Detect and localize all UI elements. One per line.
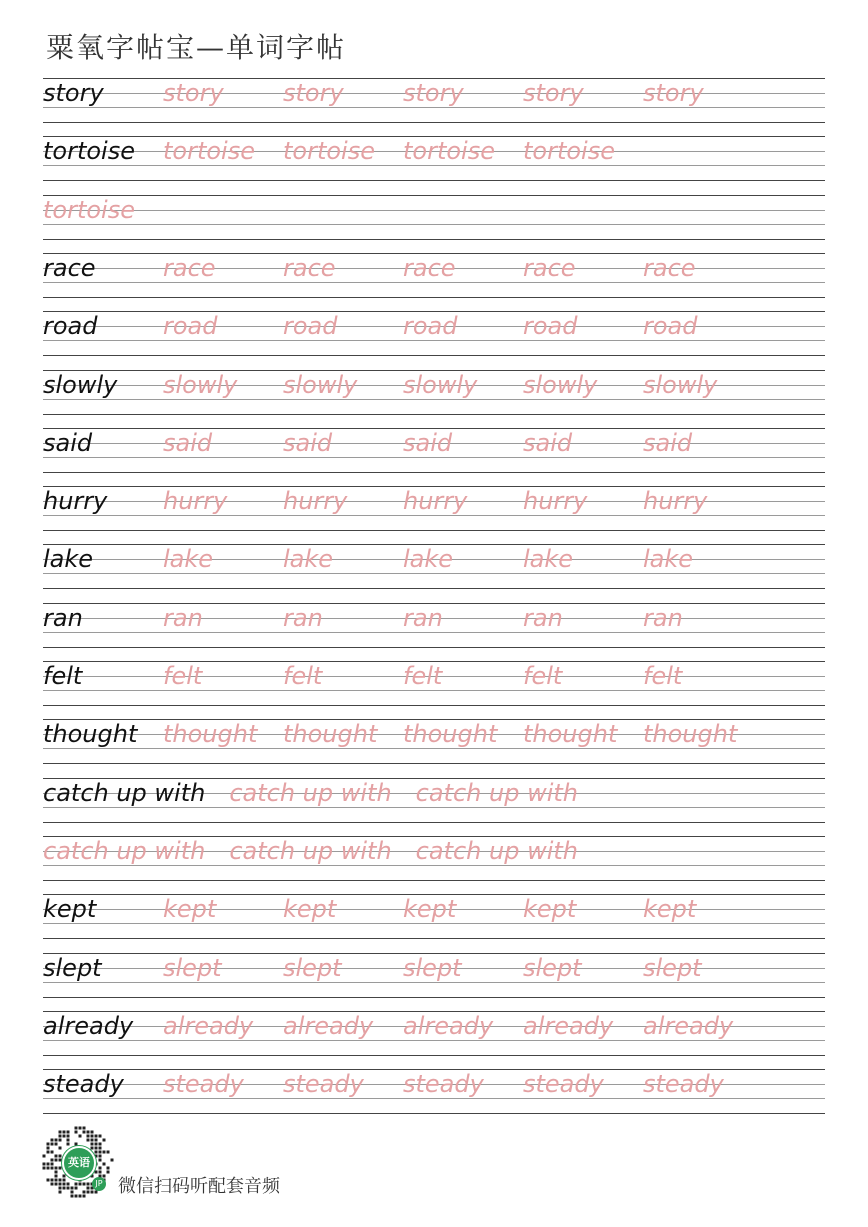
qr-dot [71,1191,74,1194]
guide-line [43,748,825,749]
trace-word: catch up with [229,778,392,807]
model-word: steady [43,1070,124,1099]
guide-line [43,239,825,240]
qr-dot [51,1183,54,1186]
trace-word: lake [283,545,334,574]
qr-dot [99,1135,102,1138]
trace-word: lake [523,545,574,574]
qr-dot [63,1183,66,1186]
qr-corner-badge: JP [92,1177,106,1191]
guide-line [43,472,825,473]
trace-word: kept [643,895,697,924]
trace-word: lake [403,545,454,574]
practice-row [43,894,825,938]
qr-dot [63,1187,66,1190]
model-word: catch up with [43,778,206,807]
qr-dot [91,1143,94,1146]
qr-dot [51,1159,54,1162]
trace-word: felt [523,662,563,690]
qr-dot [79,1195,82,1198]
qr-dot [47,1167,50,1170]
trace-word: catch up with [229,836,392,865]
trace-word: catch up with [43,836,206,865]
trace-word: hurry [643,487,708,516]
qr-dot [51,1151,54,1154]
qr-dot [83,1131,86,1134]
qr-dot [59,1135,62,1138]
guide-line [43,210,825,211]
qr-dot [99,1151,102,1154]
guide-line [43,180,825,181]
qr-dot [67,1143,70,1146]
practice-row [43,486,825,530]
qr-dot [107,1171,110,1174]
guide-line [43,705,825,706]
qr-dot [67,1131,70,1134]
trace-word: steady [403,1070,484,1099]
qr-dot [75,1183,78,1186]
trace-word: felt [403,662,443,690]
qr-dot [63,1175,66,1178]
trace-word: thought [523,720,618,749]
trace-word: road [523,312,578,341]
practice-row [43,544,825,588]
model-word: said [43,428,93,457]
model-word: thought [43,720,138,749]
trace-word: slept [283,953,342,982]
guide-line [43,414,825,415]
qr-dot [91,1139,94,1142]
qr-dot [91,1191,94,1194]
guide-line [43,297,825,298]
trace-word: race [403,253,456,282]
guide-line [43,923,825,924]
qr-dot [95,1143,98,1146]
trace-word: ran [643,603,683,632]
qr-dot [95,1147,98,1150]
model-word: race [43,253,96,282]
guide-line [43,165,825,166]
trace-word: felt [643,662,683,690]
guide-line [43,982,825,983]
guide-line [43,763,825,764]
trace-word: thought [403,720,498,749]
qr-dot [91,1147,94,1150]
model-word: tortoise [43,137,135,166]
trace-word: hurry [283,487,348,516]
qr-dot [95,1151,98,1154]
trace-word: ran [523,603,563,632]
qr-dot [91,1131,94,1134]
qr-dot [59,1155,62,1158]
trace-word: road [163,312,218,341]
qr-dot [99,1171,102,1174]
trace-word: ran [283,603,323,632]
trace-word: slept [523,953,582,982]
practice-row [43,253,825,297]
trace-word: tortoise [43,195,135,224]
qr-dot [87,1139,90,1142]
trace-word: tortoise [163,137,255,166]
guide-line [43,515,825,516]
model-word: slowly [43,370,118,399]
guide-line [43,195,825,196]
qr-dot [87,1135,90,1138]
qr-dot [43,1167,46,1170]
qr-dot [79,1135,82,1138]
qr-dot [51,1179,54,1182]
qr-center-badge: 英语 [62,1146,96,1180]
trace-word: hurry [403,487,468,516]
qr-dot [71,1187,74,1190]
trace-word: hurry [163,487,228,516]
qr-dot [87,1191,90,1194]
guide-line [43,1113,825,1114]
trace-word: steady [283,1070,364,1099]
qr-dot [95,1191,98,1194]
practice-row [43,311,825,355]
guide-line [43,573,825,574]
qr-dot [99,1167,102,1170]
guide-line [43,997,825,998]
trace-word: kept [523,895,577,924]
qr-dot [99,1155,102,1158]
trace-word: slept [643,953,702,982]
trace-word: steady [523,1070,604,1099]
practice-row [43,836,825,880]
qr-dot [63,1131,66,1134]
qr-dot [99,1159,102,1162]
guide-line [43,822,825,823]
trace-word: already [163,1011,254,1040]
trace-word: kept [163,895,217,924]
practice-row [43,78,825,122]
practice-row [43,603,825,647]
qr-dot [55,1159,58,1162]
trace-word: catch up with [415,836,579,865]
qr-dot [79,1127,82,1130]
guide-line [43,355,825,356]
trace-word: road [283,312,338,341]
qr-dot [67,1187,70,1190]
guide-line [43,282,825,283]
model-word: already [43,1011,134,1040]
qr-dot [87,1187,90,1190]
qr-dot [47,1143,50,1146]
qr-dot [99,1147,102,1150]
guide-line [43,880,825,881]
model-word: hurry [43,487,108,516]
guide-line [43,457,825,458]
qr-dot [75,1187,78,1190]
qr-dot [51,1167,54,1170]
qr-dot [47,1163,50,1166]
qr-dot [51,1143,54,1146]
qr-dot [55,1183,58,1186]
trace-word: thought [163,720,258,749]
trace-word: slowly [283,370,358,399]
trace-word: story [523,79,584,107]
model-word: story [43,79,104,107]
footer [42,1126,542,1198]
qr-dot [51,1163,54,1166]
qr-dot [111,1159,114,1162]
qr-dot [87,1183,90,1186]
qr-dot [55,1143,58,1146]
trace-word: steady [163,1070,244,1099]
trace-word: slept [163,953,222,982]
trace-word: slowly [163,370,238,399]
qr-dot [47,1147,50,1150]
guide-line [43,224,825,225]
qr-dot [75,1195,78,1198]
qr-dot [59,1187,62,1190]
guide-line [43,340,825,341]
qr-dot [75,1131,78,1134]
practice-row [43,1069,825,1113]
guide-line [43,107,825,108]
trace-word: felt [283,662,323,690]
guide-line [43,938,825,939]
practice-row [43,136,825,180]
qr-dot [51,1139,54,1142]
trace-word: said [163,428,213,457]
trace-word: said [523,428,573,457]
qr-dot [63,1135,66,1138]
qr-dot [107,1167,110,1170]
qr-dot [55,1179,58,1182]
guide-line [43,530,825,531]
qr-dot [59,1131,62,1134]
trace-word: race [643,253,696,282]
trace-word: road [643,312,698,341]
qr-dot [59,1139,62,1142]
qr-dot [55,1155,58,1158]
trace-word: road [403,312,458,341]
trace-word: already [283,1011,374,1040]
guide-line [43,807,825,808]
trace-word: said [643,428,693,457]
trace-word: ran [403,603,443,632]
practice-row [43,1011,825,1055]
trace-word: story [163,79,224,107]
model-word: kept [43,895,97,924]
qr-dot [59,1147,62,1150]
trace-word: said [403,428,453,457]
model-word: road [43,312,98,341]
guide-line [43,588,825,589]
trace-word: story [403,79,464,107]
practice-row [43,195,825,239]
qr-dot [103,1151,106,1154]
guide-line [43,1098,825,1099]
trace-word: tortoise [523,137,615,166]
qr-dot [107,1151,110,1154]
guide-line [43,1055,825,1056]
page-title: 粟氧字帖宝—单词字帖 [46,31,347,64]
trace-word: ran [163,603,203,632]
qr-dot [63,1179,66,1182]
qr-dot [71,1195,74,1198]
trace-word: catch up with [415,778,579,807]
trace-word: kept [403,895,457,924]
qr-dot [67,1135,70,1138]
trace-word: slept [403,953,462,982]
practice-row [43,719,825,763]
practice-row [43,778,825,822]
qr-dot [59,1191,62,1194]
trace-word: said [283,428,333,457]
trace-word: hurry [523,487,588,516]
trace-word: story [283,79,344,107]
guide-line [43,399,825,400]
trace-word: slowly [523,370,598,399]
trace-word: slowly [403,370,478,399]
qr-dot [79,1183,82,1186]
trace-word: already [523,1011,614,1040]
qr-dot [91,1135,94,1138]
qr-dot [47,1151,50,1154]
trace-word: lake [643,545,694,574]
qr-dot [83,1183,86,1186]
qr-dot [95,1171,98,1174]
qr-dot [67,1183,70,1186]
trace-word: already [403,1011,494,1040]
trace-word: thought [283,720,378,749]
guide-line [43,122,825,123]
guide-line [43,1040,825,1041]
trace-word: slowly [643,370,718,399]
model-word: ran [43,603,83,632]
trace-word: story [643,79,704,107]
qr-code[interactable] [42,1126,114,1198]
practice-row [43,953,825,997]
qr-dot [59,1167,62,1170]
qr-dot [55,1175,58,1178]
qr-dot [55,1139,58,1142]
qr-dot [87,1131,90,1134]
trace-word: felt [163,662,203,690]
trace-word: race [283,253,336,282]
trace-word: thought [643,720,738,749]
qr-dot [59,1183,62,1186]
guide-line [43,690,825,691]
trace-word: race [163,253,216,282]
qr-dot [55,1171,58,1174]
qr-dot [55,1167,58,1170]
guide-line [43,647,825,648]
guide-line [43,632,825,633]
model-word: lake [43,545,94,574]
guide-line [43,865,825,866]
qr-dot [103,1163,106,1166]
qr-dot [83,1127,86,1130]
qr-dot [83,1195,86,1198]
trace-word: kept [283,895,337,924]
trace-word: steady [643,1070,724,1099]
trace-word: race [523,253,576,282]
qr-dot [99,1143,102,1146]
qr-dot [75,1127,78,1130]
trace-word: already [643,1011,734,1040]
model-word: slept [43,953,102,982]
practice-row [43,661,825,705]
trace-word: tortoise [283,137,375,166]
qr-dot [59,1179,62,1182]
qr-dot [95,1135,98,1138]
qr-dot [67,1139,70,1142]
footer-caption: 微信扫码听配套音频 [118,1176,280,1197]
trace-word: tortoise [403,137,495,166]
qr-dot [47,1179,50,1182]
qr-dot [103,1139,106,1142]
trace-word: lake [163,545,214,574]
qr-dot [43,1155,46,1158]
qr-dot [83,1191,86,1194]
qr-dot [95,1139,98,1142]
qr-dot [103,1175,106,1178]
practice-row [43,428,825,472]
model-word: felt [43,662,83,690]
qr-dot [43,1163,46,1166]
practice-row [43,370,825,414]
